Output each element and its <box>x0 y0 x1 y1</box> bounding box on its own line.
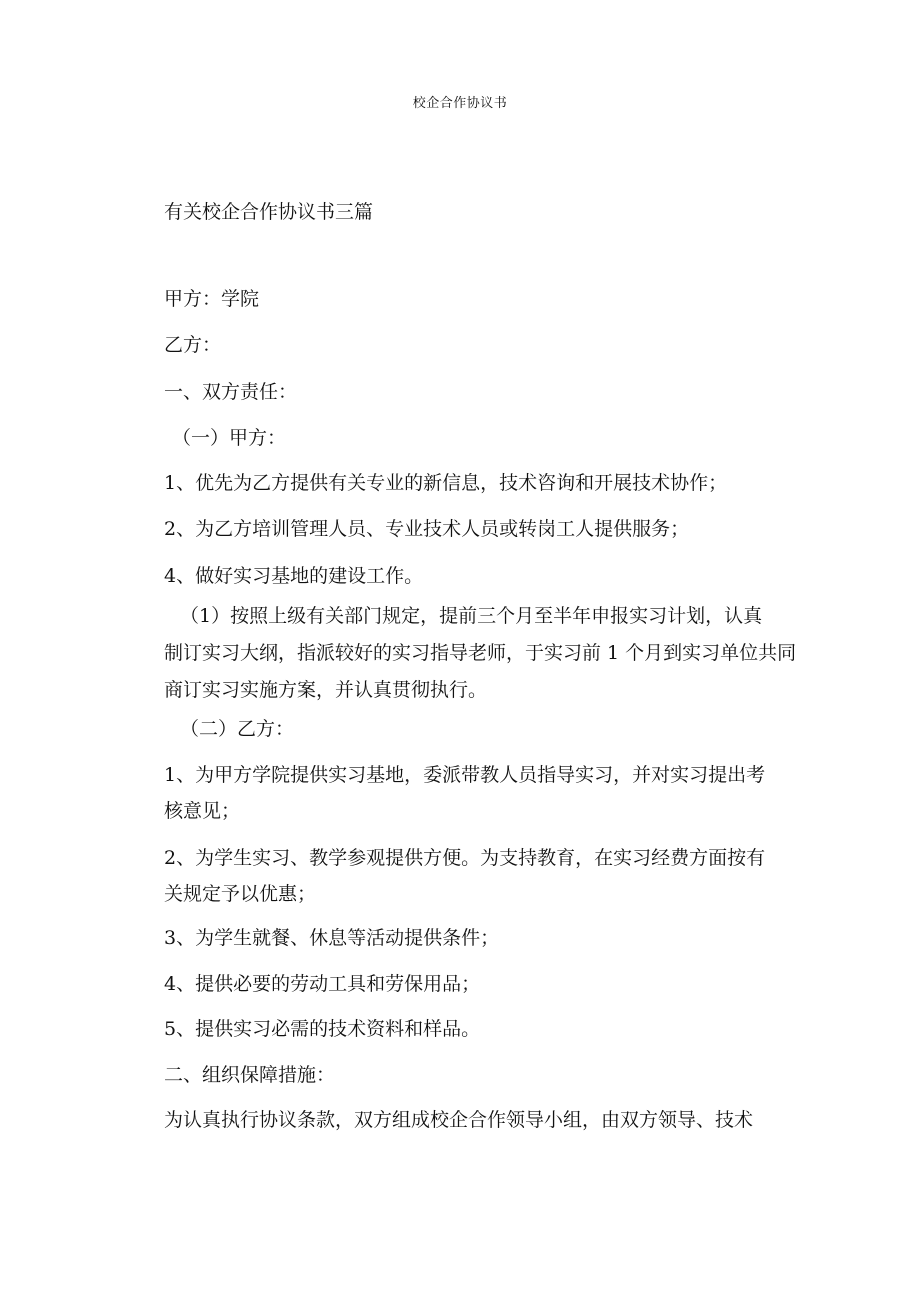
clause-item: 4、做好实习基地的建设工作。 <box>164 565 424 587</box>
clause-item: 3、为学生就餐、休息等活动提供条件； <box>164 927 500 949</box>
paragraph-line: 1、为甲方学院提供实习基地，委派带教人员指导实习，并对实习提出考 <box>164 764 766 786</box>
document-title: 有关校企合作协议书三篇 <box>164 201 374 223</box>
paragraph-line: 商订实习实施方案，并认真贯彻执行。 <box>164 679 488 701</box>
paragraph-line: 制订实习大纲，指派较好的实习指导老师，于实习前 1 个月到实习单位共同 <box>164 642 797 664</box>
paragraph-line: 关规定予以优惠； <box>164 883 317 905</box>
party-a-line: 甲方：学院 <box>164 288 260 310</box>
party-b-line: 乙方： <box>164 334 222 356</box>
clause-item: 2、为乙方培训管理人员、专业技术人员或转岗工人提供服务； <box>164 518 690 540</box>
section-heading: 二、组织保障措施： <box>164 1064 336 1086</box>
subsection-heading: （一）甲方： <box>172 427 287 449</box>
clause-item: 5、提供实习必需的技术资料和样品。 <box>164 1018 481 1040</box>
paragraph-line: 为认真执行协议条款，双方组成校企合作领导小组，由双方领导、技术 <box>164 1109 754 1131</box>
paragraph-line: 核意见； <box>164 800 241 822</box>
subsection-heading: （二）乙方： <box>180 718 295 740</box>
clause-item: 4、提供必要的劳动工具和劳保用品； <box>164 973 481 995</box>
paragraph-line: 2、为学生实习、教学参观提供方便。为支持教育，在实习经费方面按有 <box>164 847 766 869</box>
paragraph-line: （1）按照上级有关部门规定，提前三个月至半年申报实习计划，认真 <box>180 605 763 627</box>
section-heading: 一、双方责任： <box>164 381 298 403</box>
clause-item: 1、优先为乙方提供有关专业的新信息，技术咨询和开展技术协作； <box>164 472 728 494</box>
running-header: 校企合作协议书 <box>412 96 508 111</box>
